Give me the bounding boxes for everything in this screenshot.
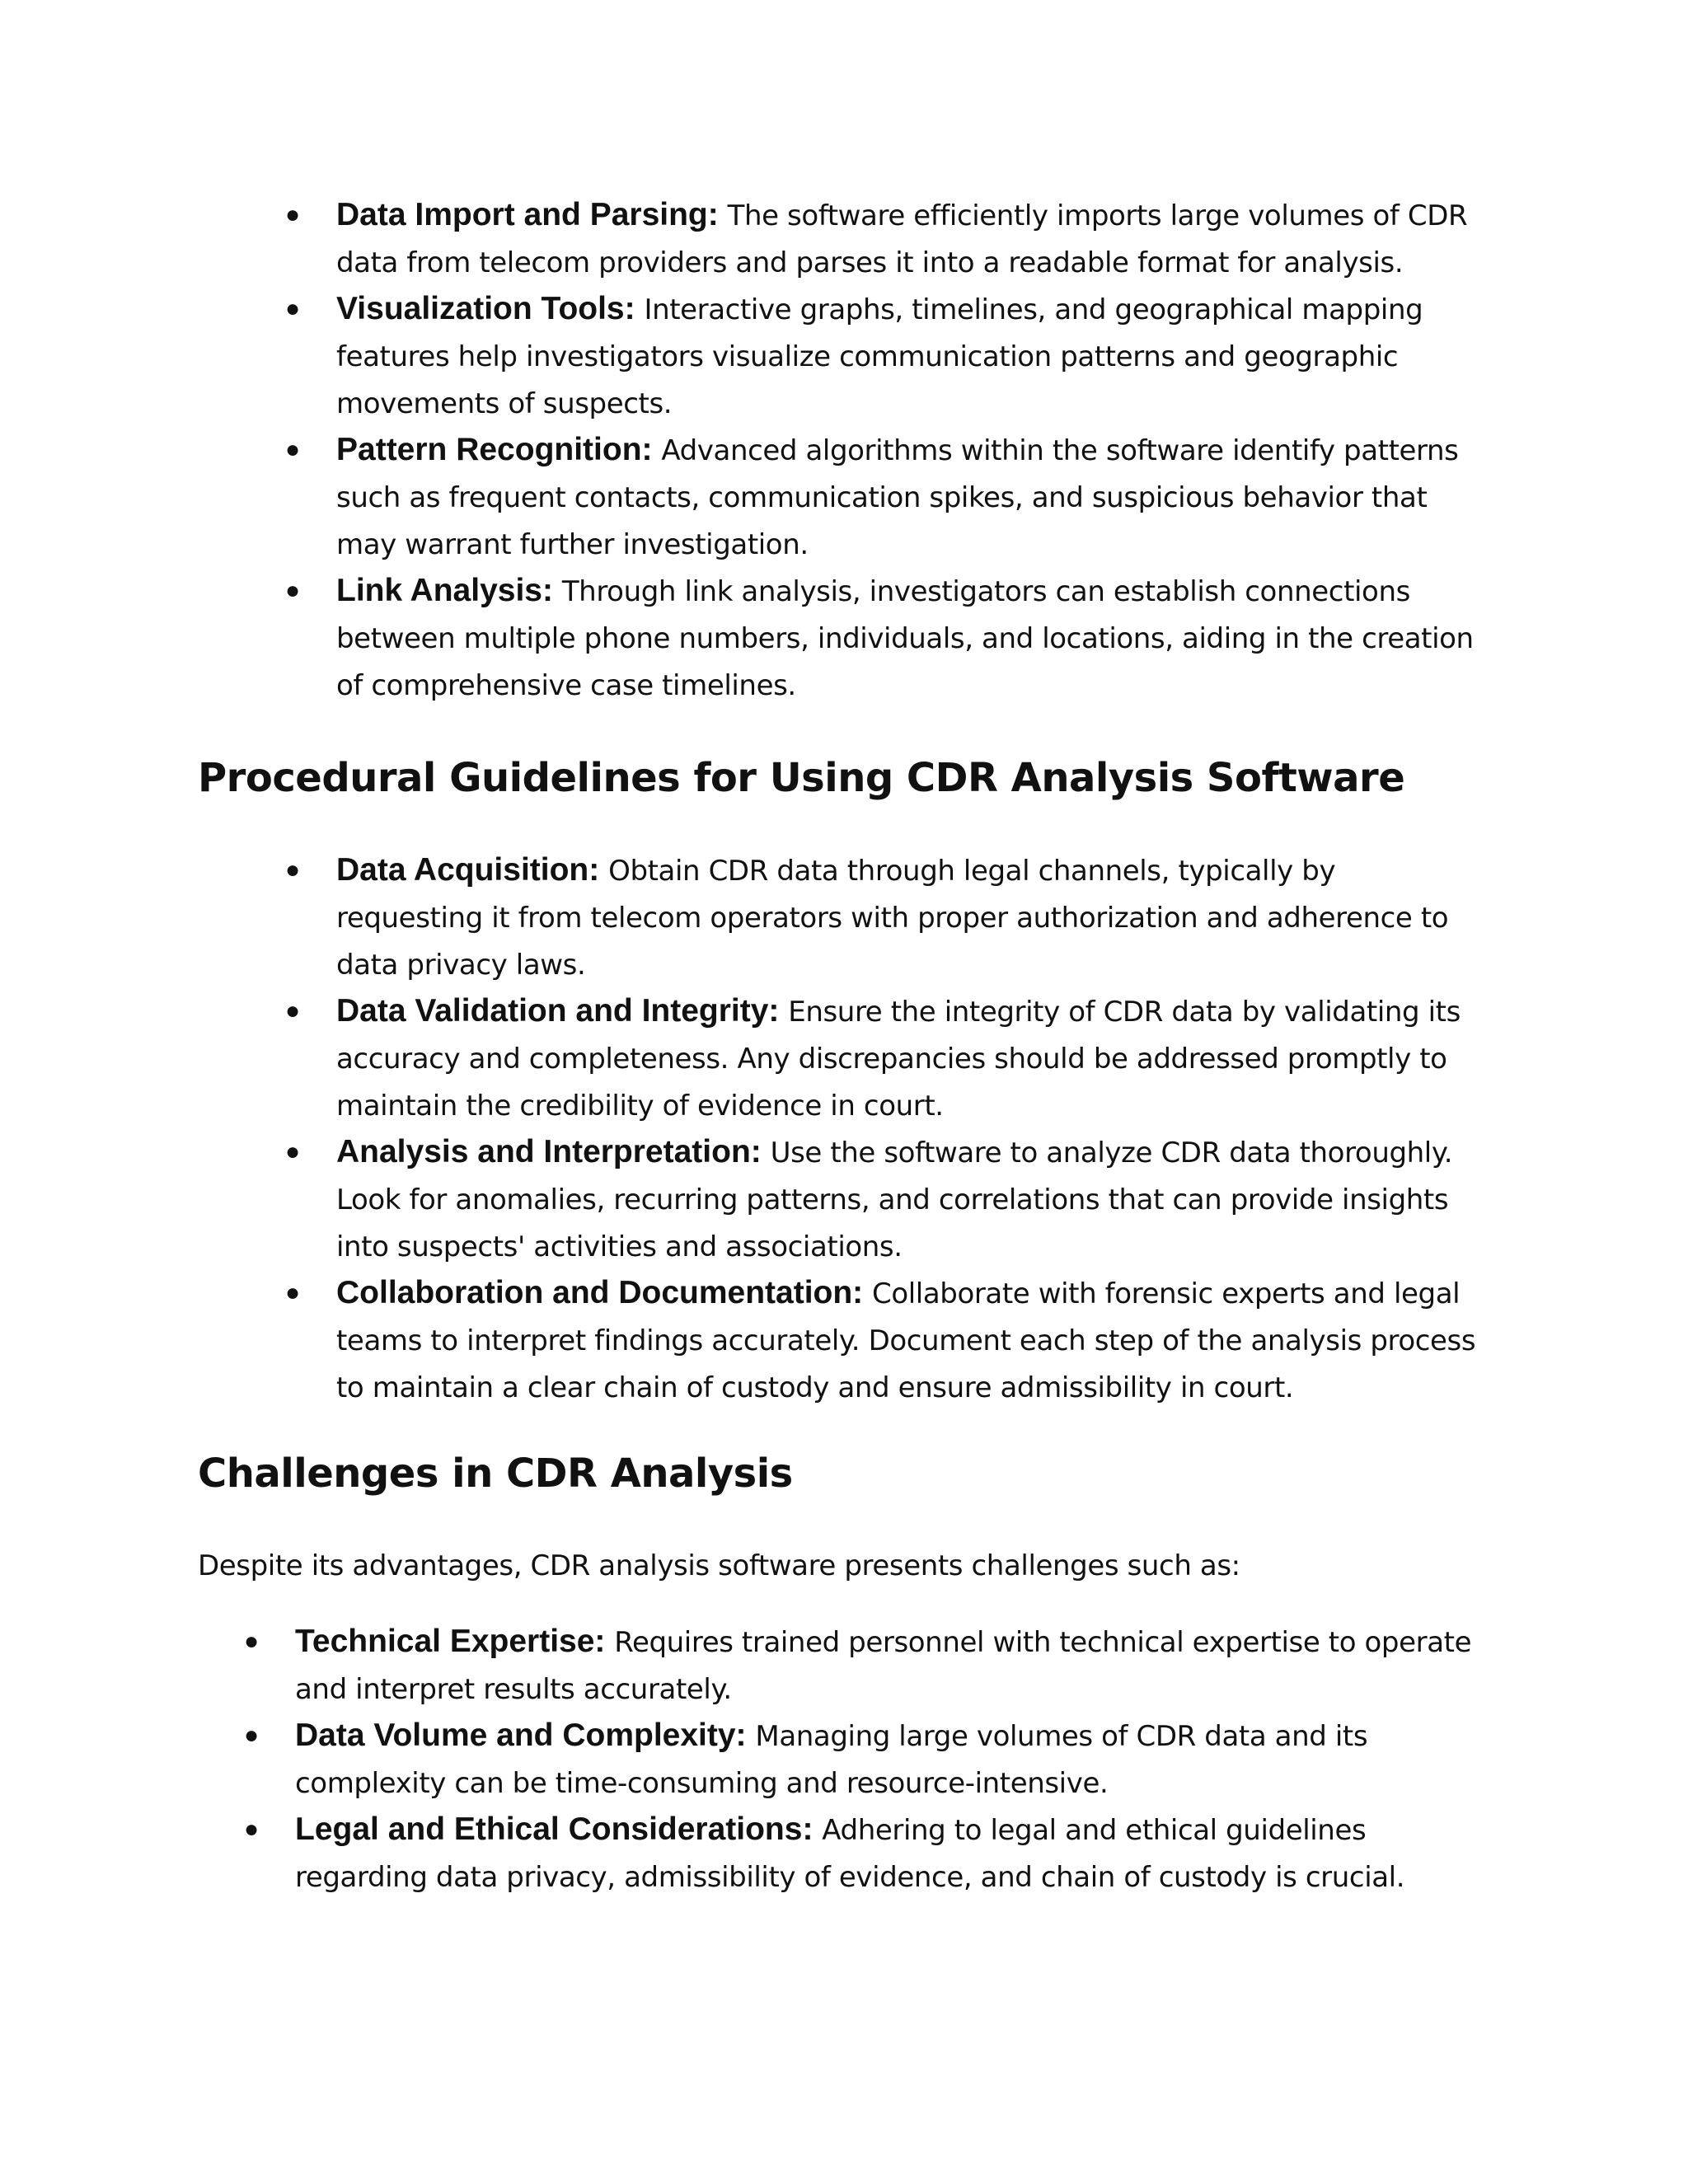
bullet-icon: ●	[285, 1279, 301, 1306]
item-description: Managing large volumes of CDR data and its complexity can be time-consuming and resource-intensive.	[295, 1720, 1368, 1800]
item-term: Visualization Tools:	[336, 291, 645, 326]
item-description: Interactive graphs, timelines, and geographical mapping features help investigators visualize communication patterns and geographic movements of suspects.	[336, 293, 1423, 420]
procedural-list	[285, 847, 1489, 1411]
item-description: Use the software to analyze CDR data thoroughly. Look for anomalies, recurring patterns, and correlations that can provide insights into suspects' activities and associations.	[336, 1137, 1453, 1263]
list-item	[285, 192, 1489, 286]
features-list	[285, 192, 1489, 709]
list-item	[285, 427, 1489, 568]
list-item	[285, 1270, 1489, 1411]
bullet-icon: ●	[285, 577, 301, 604]
item-description: Obtain CDR data through legal channels, typically by requesting it from telecom operators with proper authorization and adherence to data privacy laws.	[336, 855, 1449, 982]
bullet-icon: ●	[285, 997, 301, 1024]
item-term: Pattern Recognition:	[336, 432, 662, 467]
bullet-icon: ●	[244, 1722, 260, 1749]
item-term: Data Import and Parsing:	[336, 197, 728, 232]
item-description: Adhering to legal and ethical guidelines regarding data privacy, admissibility of evidence, and chain of custody is crucial.	[295, 1814, 1405, 1894]
item-term: Link Analysis:	[336, 573, 562, 608]
list-item	[285, 1129, 1489, 1270]
bullet-icon: ●	[285, 295, 301, 322]
item-description: The software efficiently imports large volumes of CDR data from telecom providers and parses it into a readable format for analysis.	[336, 199, 1468, 279]
section-heading-challenges: Challenges in CDR Analysis	[198, 1451, 793, 1497]
challenges-list	[244, 1619, 1489, 1900]
item-term: Data Acquisition:	[336, 852, 609, 888]
bullet-icon: ●	[285, 201, 301, 228]
item-description: Requires trained personnel with technical expertise to operate and interpret results accurately.	[295, 1626, 1472, 1706]
section-heading-procedural: Procedural Guidelines for Using CDR Analysis Software	[198, 755, 1405, 801]
item-term: Data Volume and Complexity:	[295, 1718, 756, 1753]
item-description: Collaborate with forensic experts and legal teams to interpret findings accurately. Document each step of the analysis process to maintain a clear chain of custody and ensure admissibility in court.	[336, 1277, 1476, 1404]
bullet-icon: ●	[244, 1628, 260, 1655]
item-description: Through link analysis, investigators can establish connections between multiple phone numbers, individuals, and locations, aiding in the creation of comprehensive case timelines.	[336, 575, 1474, 702]
item-term: Analysis and Interpretation:	[336, 1134, 771, 1169]
item-term: Data Validation and Integrity:	[336, 993, 789, 1029]
item-term: Collaboration and Documentation:	[336, 1275, 872, 1310]
item-description: Ensure the integrity of CDR data by validating its accuracy and completeness. Any discrepancies should be addressed promptly to maintain the credibility of evidence in court.	[336, 996, 1461, 1122]
item-description: Advanced algorithms within the software identify patterns such as frequent contacts, communication spikes, and suspicious behavior that may warrant further investigation.	[336, 434, 1459, 561]
list-item	[244, 1619, 1489, 1713]
item-term: Technical Expertise:	[295, 1624, 615, 1659]
list-item	[285, 568, 1489, 709]
list-item	[244, 1807, 1489, 1900]
bullet-icon: ●	[244, 1816, 260, 1843]
list-item	[285, 988, 1489, 1129]
challenges-intro: Despite its advantages, CDR analysis software presents challenges such as:	[198, 1549, 1240, 1582]
item-term: Legal and Ethical Considerations:	[295, 1811, 823, 1847]
list-item	[285, 286, 1489, 427]
bullet-icon: ●	[285, 1138, 301, 1165]
list-item	[285, 847, 1489, 988]
list-item	[244, 1713, 1489, 1807]
bullet-icon: ●	[285, 436, 301, 463]
bullet-icon: ●	[285, 856, 301, 883]
